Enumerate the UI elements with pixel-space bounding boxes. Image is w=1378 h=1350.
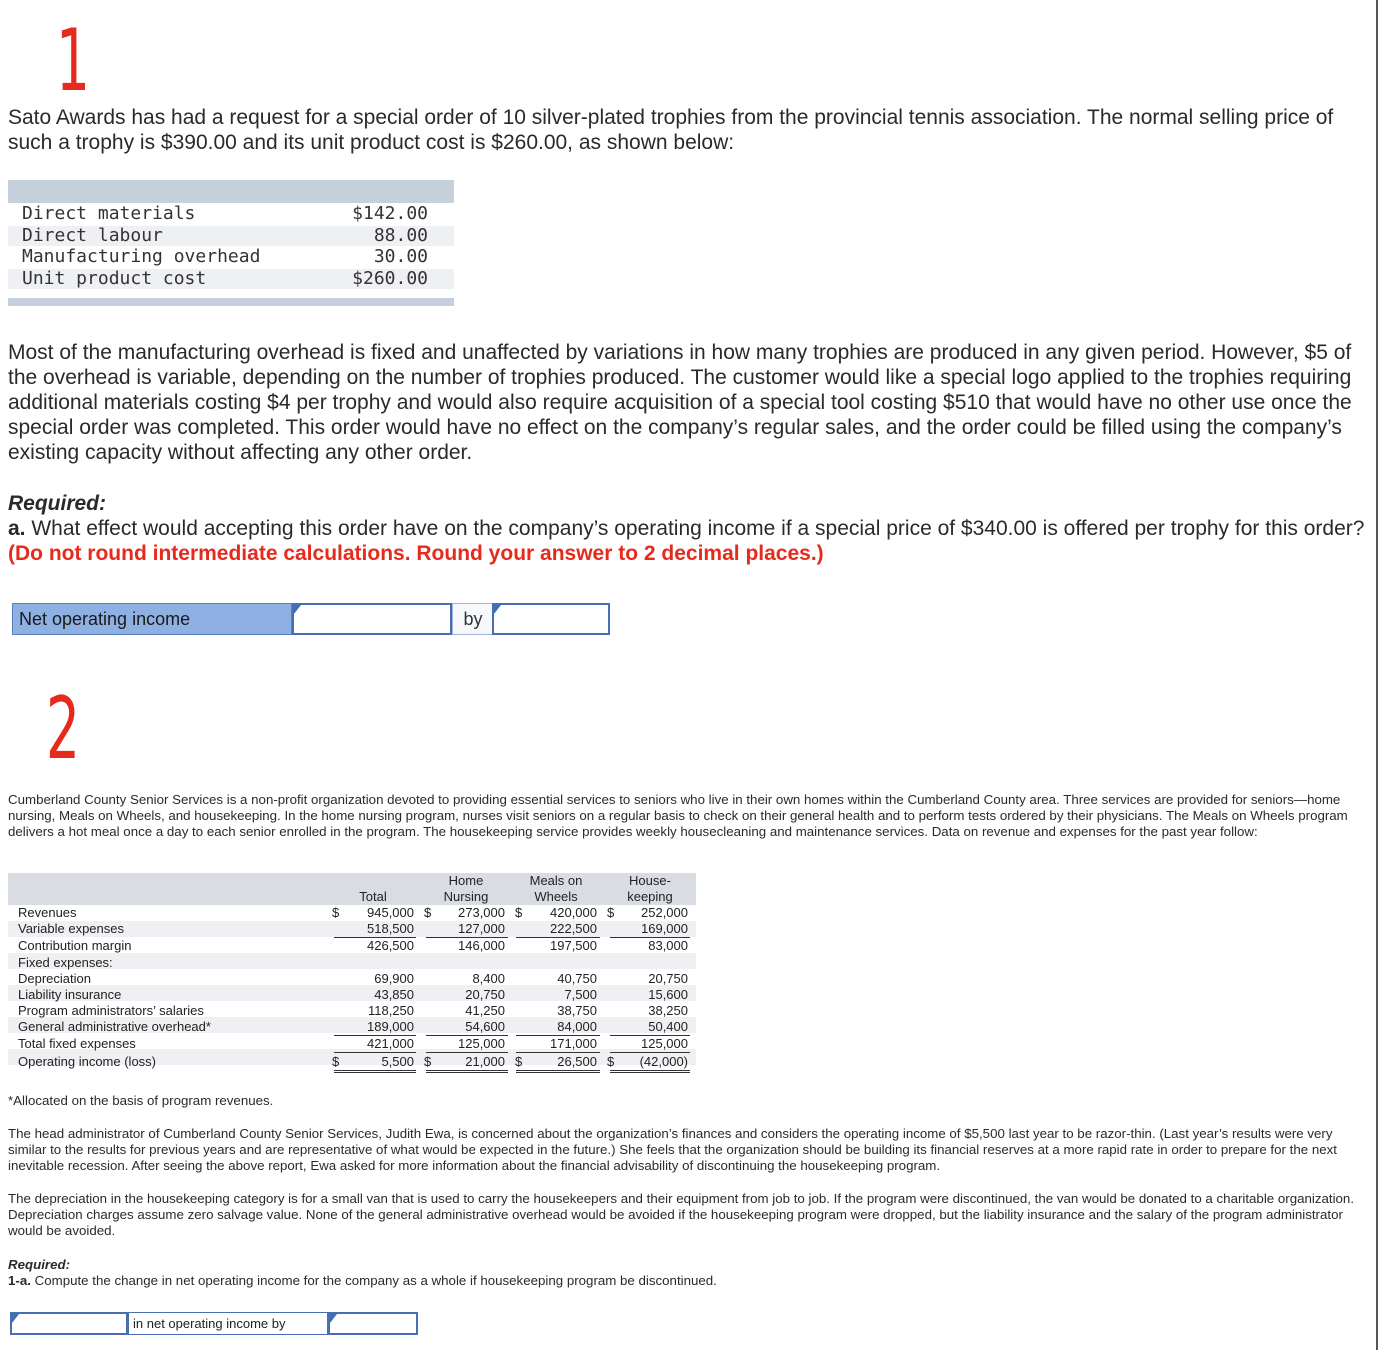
row-label: Unit product cost: [22, 268, 207, 289]
currency-sign: $: [515, 905, 523, 920]
row-label: Variable expenses: [18, 921, 124, 936]
cell-home: 41,250: [465, 1003, 505, 1018]
row-label: Program administrators’ salaries: [18, 1003, 204, 1018]
dropdown-marker-icon: [12, 1314, 19, 1323]
header-total: Total: [359, 889, 387, 904]
row-label: Operating income (loss): [18, 1054, 156, 1069]
cell-meals: 197,500: [550, 938, 597, 953]
cell-total: 69,900: [374, 971, 414, 986]
revenue-expense-table: [8, 873, 696, 1073]
answer-text-label: in net operating income by: [128, 1312, 328, 1335]
section-1-number: 1: [56, 11, 90, 111]
cell-total: 43,850: [374, 987, 414, 1002]
header-meals-2: Wheels: [534, 889, 578, 904]
cell-home: 54,600: [465, 1019, 505, 1034]
header-meals-1: Meals on: [529, 873, 583, 888]
cell-home: 125,000: [458, 1036, 505, 1051]
currency-sign: $: [424, 905, 432, 920]
cell-home: 273,000: [458, 905, 505, 920]
section-2-intro: Cumberland County Senior Services is a non-profit organization devoted to providing essential services to seniors who live in their own homes within the Cumberland County area. Three services are provided for seniors—home nursing, Meals on Wheels, and housekeeping. In the home nursing program, nurses visit seniors on a regular basis to check on their general health and to perform tests ordered by their physicians. The Meals on Wheels program delivers a hot meal once a day to each senior enrolled in the program. The housekeeping service provides weekly housecleaning and maintenance services. Data on revenue and expenses for the past year follow:: [8, 792, 1348, 839]
question-note: (Do not round intermediate calculations. Round your answer to 2 decimal places.): [8, 542, 824, 565]
table-row: [8, 269, 454, 289]
currency-sign: $: [424, 1054, 432, 1069]
header-house-1: House-: [629, 873, 671, 888]
input-marker-icon: [330, 1314, 337, 1323]
change-amount-input[interactable]: [328, 1312, 418, 1335]
row-value: $142.00: [352, 203, 428, 224]
row-label: Depreciation: [18, 971, 91, 986]
cell-total: 945,000: [367, 905, 414, 920]
section-2-para-2: The depreciation in the housekeeping category is for a small van that is used to carry the housekeepers and their equipment from job to job. If the program were discontinued, the van would be donated to a charitable organization. Depreciation charges assume zero salvage value. None of the general administrative overhead would be avoided if the housekeeping program were dropped, but the liability insurance and the salary of the program administrator would be avoided.: [8, 1191, 1355, 1238]
question-prefix: a.: [8, 517, 26, 540]
row-label: Direct labour: [22, 225, 163, 246]
cell-house: 20,750: [648, 971, 688, 986]
header-home-2: Nursing: [443, 889, 489, 904]
cell-meals: 40,750: [557, 971, 597, 986]
cell-meals: 222,500: [550, 921, 597, 936]
question-text: Compute the change in net operating income for the company as a whole if housekeeping program be discontinued.: [30, 1273, 717, 1288]
cell-meals: 171,000: [550, 1036, 597, 1051]
cell-house: 38,250: [648, 1003, 688, 1018]
question-1a: [8, 1273, 1370, 1289]
required-label: Required:: [8, 1257, 71, 1272]
cell-total: 189,000: [367, 1019, 414, 1034]
header-home-1: Home: [448, 873, 484, 888]
currency-sign: $: [332, 1054, 340, 1069]
cell-house: 50,400: [648, 1019, 688, 1034]
header-house-2: keeping: [627, 889, 673, 904]
question-text: What effect would accepting this order have on the company’s operating income if a special price of $340.00 is offered per trophy for this order?: [25, 517, 1365, 540]
cell-meals: 26,500: [557, 1054, 597, 1069]
table-row: [8, 226, 454, 246]
cell-house: 169,000: [641, 921, 688, 936]
effect-select[interactable]: [292, 603, 452, 635]
question-a: [8, 516, 1368, 566]
cell-house: 83,000: [648, 938, 688, 953]
row-value: $260.00: [352, 268, 428, 289]
by-label: by: [452, 603, 494, 635]
currency-sign: $: [607, 905, 615, 920]
question-prefix: 1-a.: [8, 1273, 31, 1288]
cell-total: 518,500: [367, 921, 414, 936]
section-1-required: [8, 491, 1368, 566]
table-row: [8, 204, 454, 224]
amount-input[interactable]: [492, 603, 610, 635]
currency-sign: $: [515, 1054, 523, 1069]
cell-house: 15,600: [648, 987, 688, 1002]
section-2-required: [8, 1257, 1370, 1289]
currency-sign: $: [332, 905, 340, 920]
section-2-number: 2: [46, 679, 80, 779]
table-row: [8, 247, 454, 267]
section-2-para-1: The head administrator of Cumberland County Senior Services, Judith Ewa, is concerned about the organization’s finances and considers the operating income of $5,500 last year to be razor-thin. (Last year’s results were very similar to the results for previous years and are representative of what would be expected in the future.) She feels that the organization should be building its financial reserves at a more rapid rate in order to prepare for the next inevitable recession. After seeing the above report, Ewa asked for more information about the financial advisability of discontinuing the housekeeping program.: [8, 1126, 1337, 1173]
cell-meals: 7,500: [564, 987, 597, 1002]
cell-meals: 38,750: [557, 1003, 597, 1018]
row-label: Liability insurance: [18, 987, 122, 1002]
cell-total: 421,000: [367, 1036, 414, 1051]
cell-meals: 420,000: [550, 905, 597, 920]
table-footnote: *Allocated on the basis of program revenues.: [8, 1093, 274, 1108]
cell-home: 21,000: [465, 1054, 505, 1069]
required-label: Required:: [8, 492, 107, 515]
row-label: Total fixed expenses: [18, 1036, 136, 1051]
answer-label: Net operating income: [12, 603, 292, 635]
cell-total: 118,250: [367, 1003, 414, 1018]
cell-house: 252,000: [641, 905, 688, 920]
cell-home: 127,000: [458, 921, 505, 936]
cell-home: 8,400: [472, 971, 505, 986]
row-label: Direct materials: [22, 203, 196, 224]
table-top-bar: [8, 180, 454, 203]
row-label: Fixed expenses:: [18, 955, 113, 970]
dropdown-marker-icon: [294, 605, 301, 614]
row-label: Revenues: [18, 905, 77, 920]
row-value: 30.00: [373, 246, 428, 267]
cell-home: 146,000: [458, 938, 505, 953]
currency-sign: $: [607, 1054, 615, 1069]
unit-cost-table: [8, 180, 454, 307]
row-label: Contribution margin: [18, 938, 132, 953]
row-label: General administrative overhead*: [18, 1019, 211, 1034]
cell-meals: 84,000: [557, 1019, 597, 1034]
section-1-body: Most of the manufacturing overhead is fixed and unaffected by variations in how many trophies are produced in any given period. However, $5 of the overhead is variable, depending on the number of trophies produced. The customer would like a special logo applied to the trophies requiring additional materials costing $4 per trophy and would also require acquisition of a special tool costing $510 that would have no other use once the special order was completed. This order would have no effect on the company’s regular sales, and the order could be filled using the company’s existing capacity without affecting any other order.: [8, 341, 1352, 464]
cell-total: 426,500: [367, 938, 414, 953]
row-label: Manufacturing overhead: [22, 246, 261, 267]
change-direction-select[interactable]: [10, 1312, 128, 1335]
input-marker-icon: [494, 605, 501, 614]
cell-total: 5,500: [381, 1054, 414, 1069]
cell-house: (42,000): [639, 1054, 688, 1069]
cell-home: 20,750: [465, 987, 505, 1002]
cell-house: 125,000: [641, 1036, 688, 1051]
section-1-intro: Sato Awards has had a request for a special order of 10 silver-plated trophies from the provincial tennis association. The normal selling price of such a trophy is $390.00 and its unit product cost is $260.00, as shown below:: [8, 106, 1334, 154]
row-value: 88.00: [373, 225, 428, 246]
table-bottom-bar: [8, 298, 454, 306]
